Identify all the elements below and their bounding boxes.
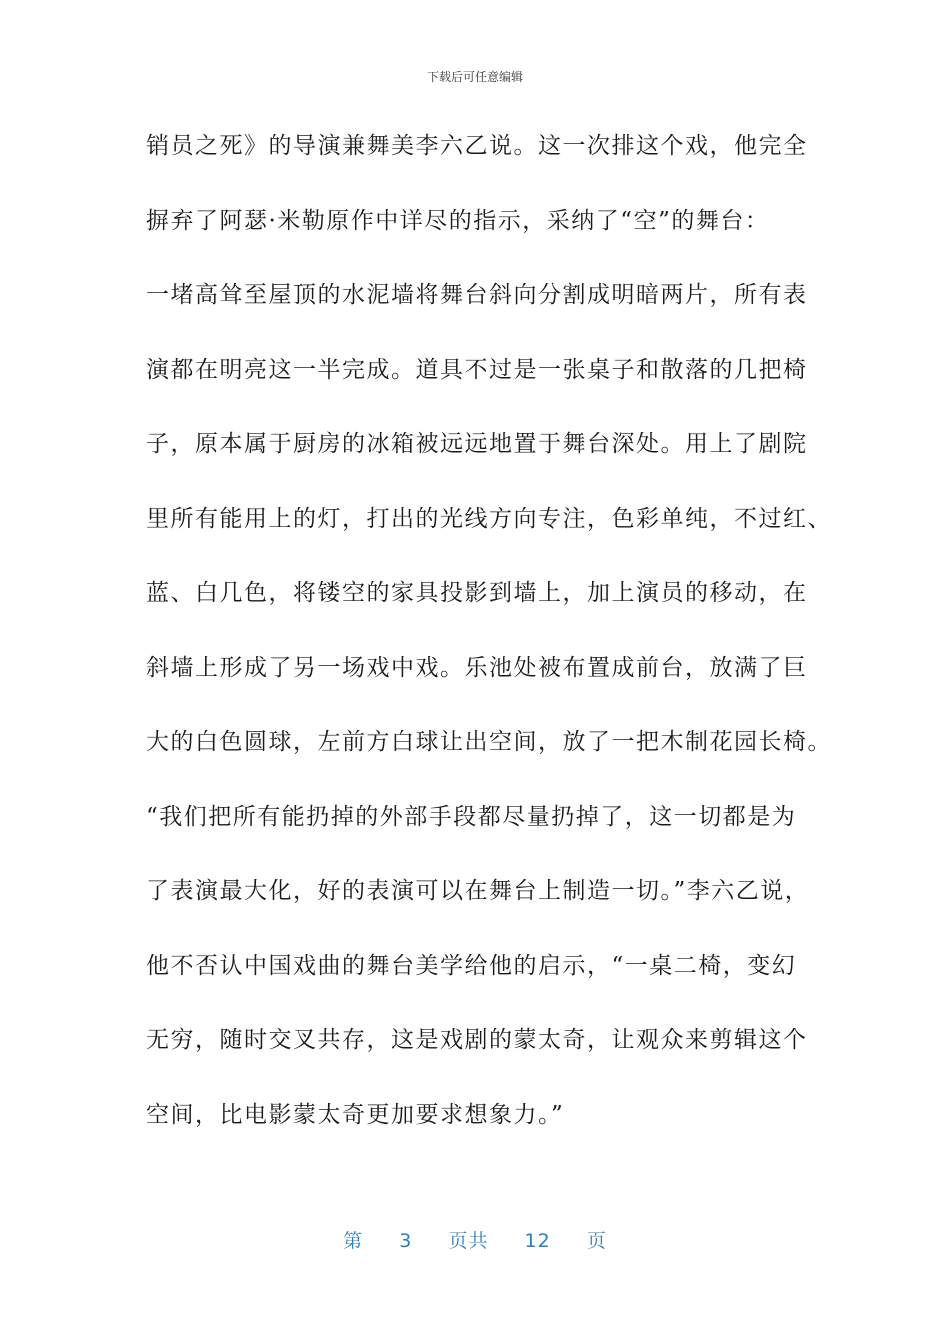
- paragraph-line: 销员之死》的导演兼舞美李六乙说。这一次排这个戏，他完全: [146, 133, 808, 159]
- paragraph-line: 斜墙上形成了另一场戏中戏。乐池处被布置成前台，放满了巨: [146, 654, 808, 681]
- paragraph-line: 子，原本属于厨房的冰箱被远远地置于舞台深处。用上了剧院: [146, 431, 808, 457]
- paragraph-line: “我们把所有能扔掉的外部手段都尽量扔掉了，这一切都是为: [146, 803, 797, 830]
- page-number-suffix: 页: [586, 1230, 607, 1252]
- paragraph-line: 无穷，随时交叉共存，这是戏剧的蒙太奇，让观众来剪辑这个: [146, 1027, 808, 1053]
- paragraph-line: 演都在明亮这一半完成。道具不过是一张桌子和散落的几把椅: [146, 356, 808, 383]
- paragraph-line: 一堵高耸至屋顶的水泥墙将舞台斜向分割成明暗两片，所有表: [146, 282, 808, 308]
- paragraph-line: 摒弃了阿瑟·米勒原作中详尽的指示，采纳了“空”的舞台：: [146, 207, 770, 234]
- page-header-note: 下载后可任意编辑: [426, 70, 523, 84]
- page-number-footer: [0, 1226, 950, 1253]
- document-body: [146, 121, 832, 1164]
- current-page-number: 3: [399, 1230, 413, 1252]
- paragraph-line: 蓝、白几色，将镂空的家具投影到墙上，加上演员的移动，在: [146, 580, 808, 606]
- total-page-count: 12: [524, 1230, 551, 1252]
- paragraph-line: 里所有能用上的灯，打出的光线方向专注，色彩单纯，不过红、: [146, 505, 832, 532]
- paragraph-line: 空间，比电影蒙太奇更加要求想象力。”: [146, 1101, 565, 1128]
- page-number-middle: 页共: [448, 1230, 489, 1252]
- paragraph-line: 他不否认中国戏曲的舞台美学给他的启示，“一桌二椅，变幻: [146, 952, 797, 979]
- paragraph-line: 大的白色圆球，左前方白球让出空间，放了一把木制花园长椅。: [146, 729, 832, 755]
- paragraph-line: 了表演最大化，好的表演可以在舞台上制造一切。”李六乙说，: [146, 878, 810, 904]
- page-number-prefix: 第: [343, 1230, 364, 1252]
